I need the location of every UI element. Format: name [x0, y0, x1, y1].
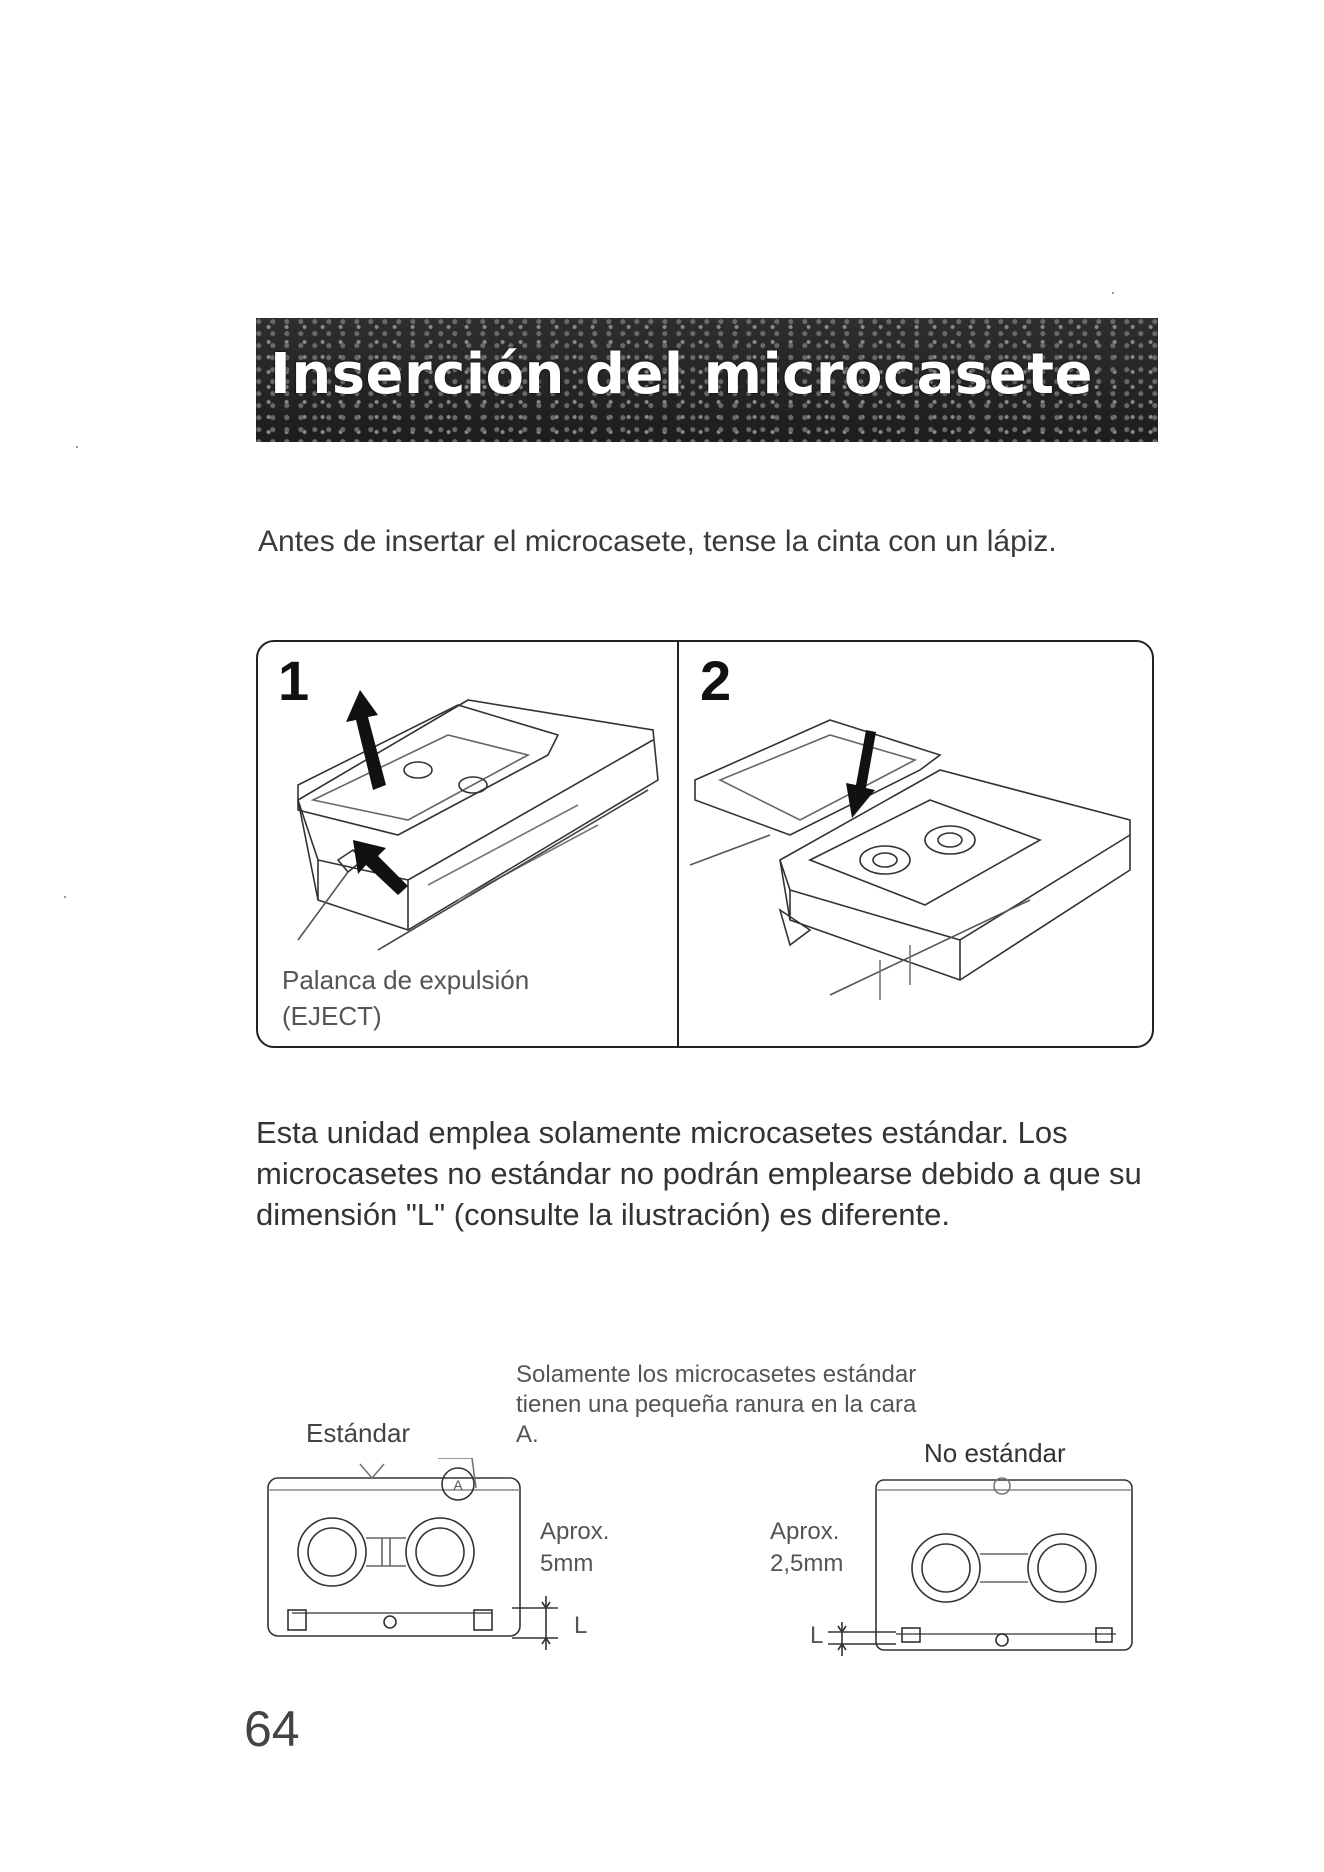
slot-note: Solamente los microcasetes estándar tienen una pequeña ranura en la cara A. — [516, 1361, 917, 1448]
step-number-1: 1 — [278, 649, 310, 712]
section-title-bar — [256, 318, 1158, 442]
standard-dim-line1: Aprox. — [540, 1518, 610, 1545]
section-title: Inserción del microcasete — [270, 342, 1093, 407]
slot-mark: A — [453, 1477, 463, 1493]
step-number-2: 2 — [700, 649, 732, 712]
scan-speck — [76, 446, 78, 448]
standard-cassette-diagram — [262, 1458, 562, 1658]
non-standard-cassette-diagram — [806, 1472, 1136, 1662]
standard-dim — [540, 1516, 609, 1580]
figure-divider — [677, 640, 679, 1048]
nonstandard-L-label: L — [810, 1622, 824, 1649]
intro-text: Antes de insertar el microcasete, tense la cinta con un lápiz. — [258, 525, 1057, 558]
eject-lever-label — [282, 962, 662, 1034]
nonstandard-dim-line1: Aprox. — [770, 1518, 840, 1545]
body-text: Esta unidad emplea solamente microcasetes estándar. Los microcasetes no estándar no podrán emplearse debido a que su dimensión "L" (consulte la ilustración) es diferente. — [256, 1115, 1142, 1232]
non-standard-label: No estándar — [924, 1438, 1066, 1468]
nonstandard-dim-line2: 2,5mm — [770, 1550, 844, 1577]
standard-dim-line2: 5mm — [540, 1550, 594, 1577]
eject-lever-label-line2: (EJECT) — [282, 1001, 382, 1031]
nonstandard-dim — [770, 1516, 843, 1580]
step2-illustration — [680, 660, 1152, 1046]
scan-speck — [64, 896, 66, 898]
standard-L-label: L — [574, 1612, 588, 1639]
eject-lever-label-line1: Palanca de expulsión — [282, 965, 530, 995]
page-number: 64 — [244, 1701, 300, 1757]
step1-illustration — [258, 660, 674, 960]
standard-label: Estándar — [306, 1418, 411, 1448]
scan-speck — [1112, 292, 1114, 294]
